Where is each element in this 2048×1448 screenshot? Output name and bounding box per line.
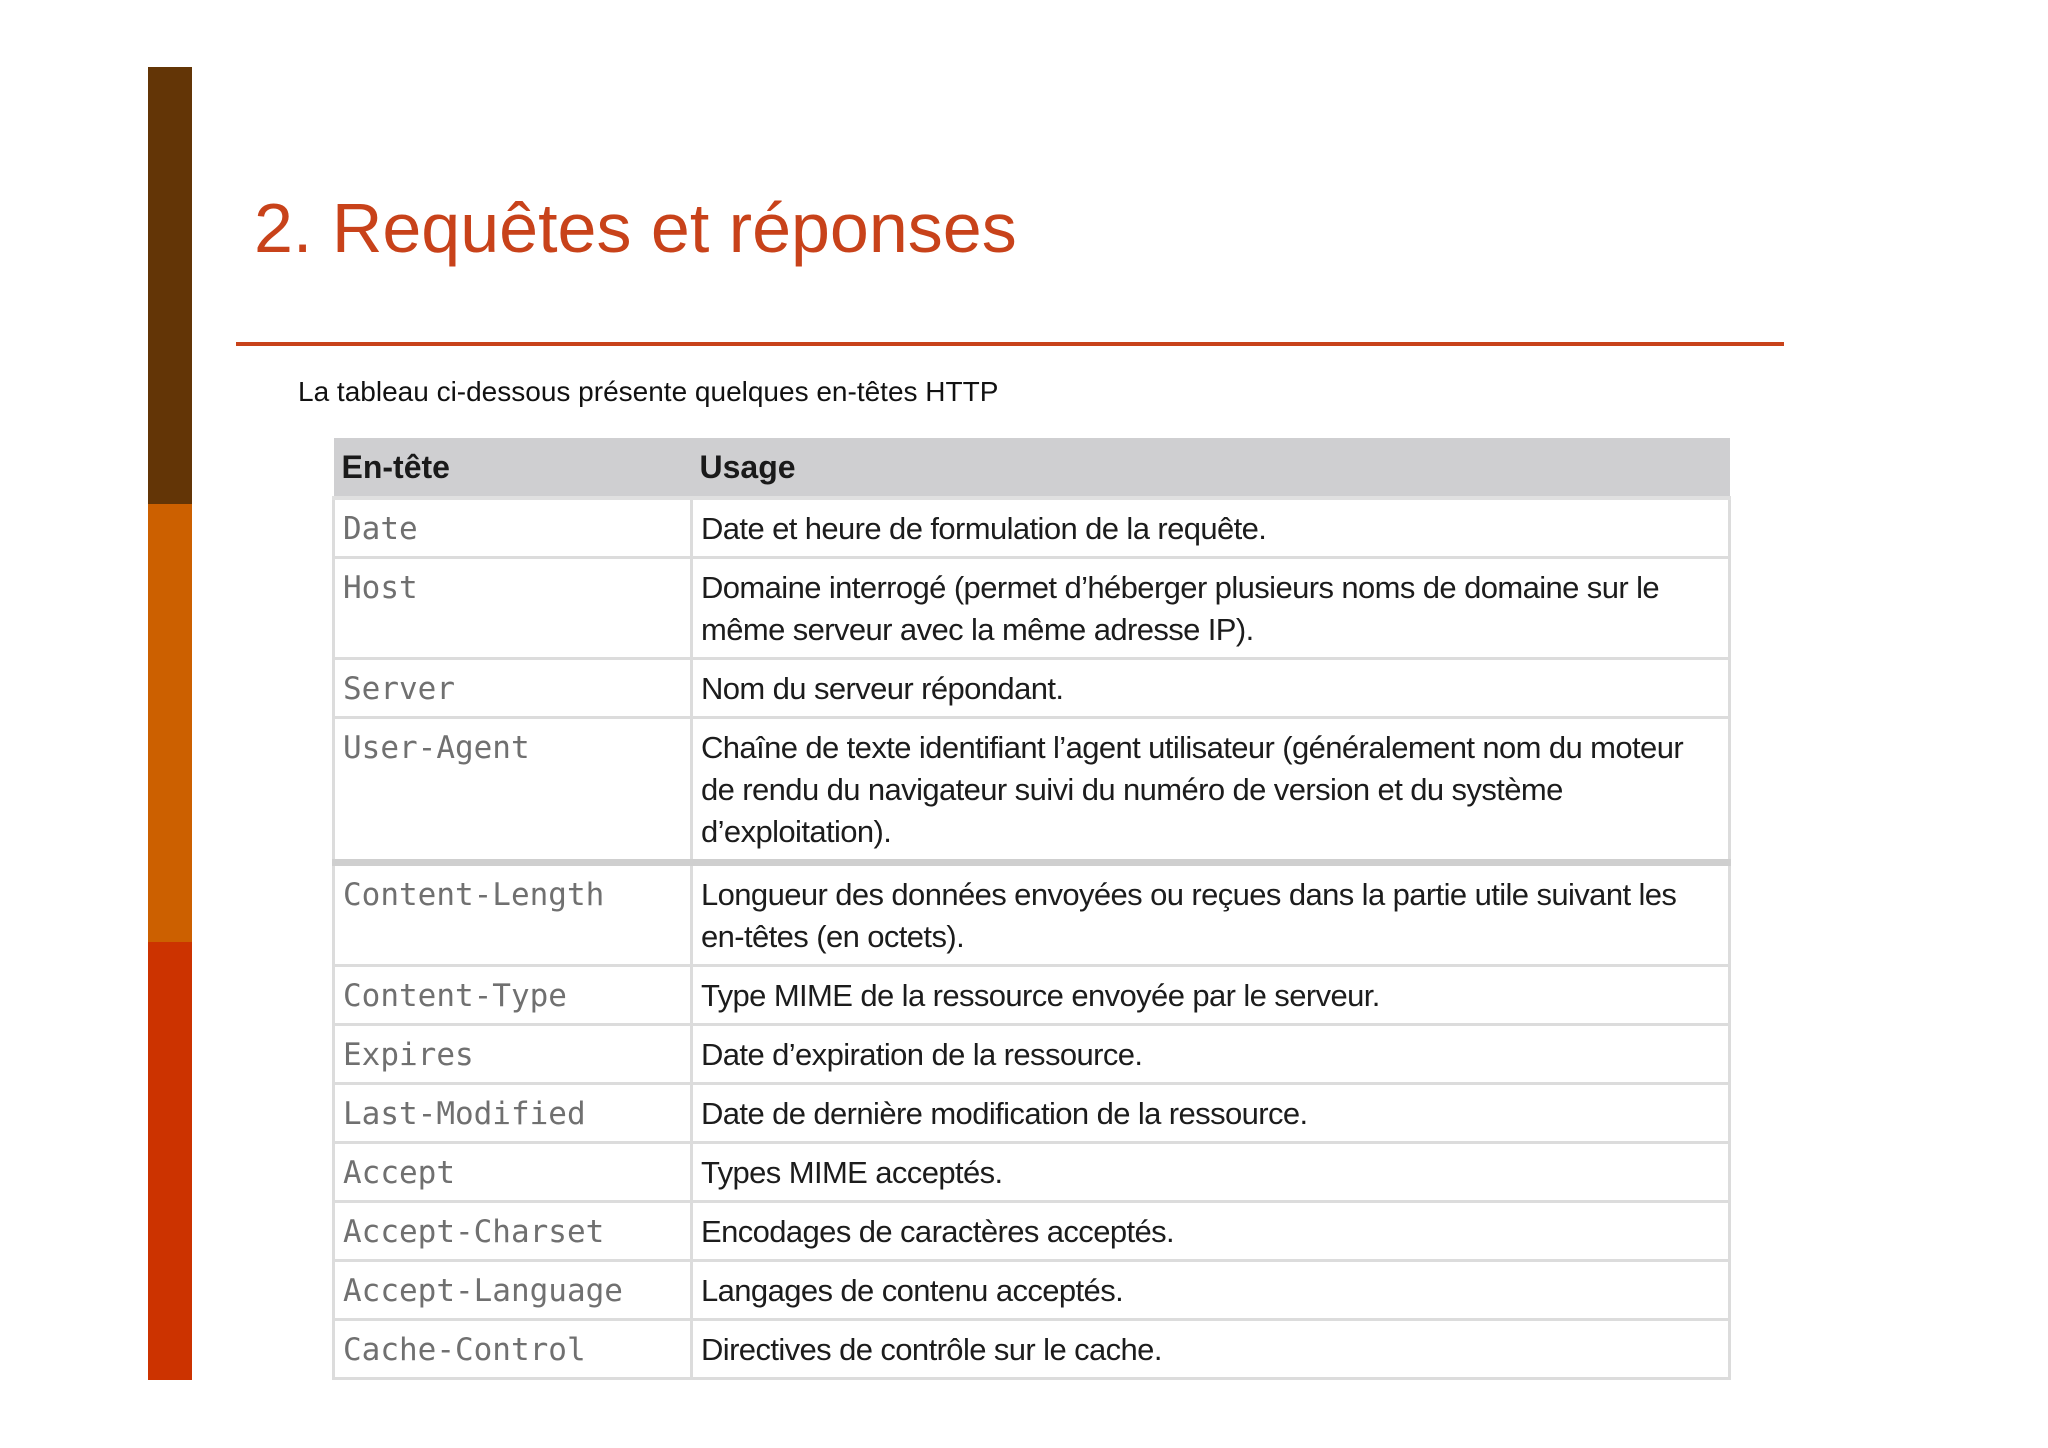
header-usage-cell: Directives de contrôle sur le cache. [692, 1320, 1730, 1379]
title-divider [236, 342, 1784, 346]
header-usage-cell: Date et heure de formulation de la requête. [692, 498, 1730, 558]
table-row [334, 1143, 1730, 1202]
slide-title: 2. Requêtes et réponses [254, 189, 1017, 267]
table-row [334, 863, 1730, 966]
table-row [334, 1025, 1730, 1084]
table-row [334, 1261, 1730, 1320]
table-row [334, 1320, 1730, 1379]
table-row [334, 659, 1730, 718]
header-usage-cell: Domaine interrogé (permet d’héberger plusieurs noms de domaine sur le même serveur avec la même adresse IP). [692, 558, 1730, 659]
header-name-cell: Expires [334, 1025, 692, 1084]
accent-bar-red [148, 942, 192, 1380]
table-row [334, 558, 1730, 659]
header-name-cell: Content-Length [334, 863, 692, 966]
header-usage-cell: Chaîne de texte identifiant l’agent utilisateur (généralement nom du moteur de rendu du navigateur suivi du numéro de version et du système d’exploitation). [692, 718, 1730, 863]
header-usage-cell: Langages de contenu acceptés. [692, 1261, 1730, 1320]
table-header-row [334, 438, 1730, 498]
header-name-cell: Accept-Language [334, 1261, 692, 1320]
table-row [334, 1084, 1730, 1143]
header-name-cell: Server [334, 659, 692, 718]
http-headers-table-container [332, 438, 1728, 1368]
accent-bar-brown [148, 67, 192, 504]
table-row [334, 966, 1730, 1025]
header-usage-cell: Nom du serveur répondant. [692, 659, 1730, 718]
column-header-en-tete: En-tête [334, 438, 692, 498]
table-row [334, 498, 1730, 558]
header-name-cell: Content-Type [334, 966, 692, 1025]
column-header-usage: Usage [692, 438, 1730, 498]
table-row [334, 718, 1730, 863]
http-headers-table [332, 438, 1731, 1380]
header-usage-cell: Encodages de caractères acceptés. [692, 1202, 1730, 1261]
header-name-cell: Accept [334, 1143, 692, 1202]
header-name-cell: Date [334, 498, 692, 558]
table-row [334, 1202, 1730, 1261]
header-usage-cell: Date de dernière modification de la ressource. [692, 1084, 1730, 1143]
header-name-cell: Last-Modified [334, 1084, 692, 1143]
header-usage-cell: Longueur des données envoyées ou reçues dans la partie utile suivant les en-têtes (en octets). [692, 863, 1730, 966]
accent-bar-orange [148, 504, 192, 942]
header-name-cell: Cache-Control [334, 1320, 692, 1379]
header-name-cell: Accept-Charset [334, 1202, 692, 1261]
header-usage-cell: Date d’expiration de la ressource. [692, 1025, 1730, 1084]
header-name-cell: User-Agent [334, 718, 692, 863]
intro-text: La tableau ci-dessous présente quelques en-têtes HTTP [298, 376, 999, 407]
header-usage-cell: Types MIME acceptés. [692, 1143, 1730, 1202]
header-usage-cell: Type MIME de la ressource envoyée par le serveur. [692, 966, 1730, 1025]
header-name-cell: Host [334, 558, 692, 659]
